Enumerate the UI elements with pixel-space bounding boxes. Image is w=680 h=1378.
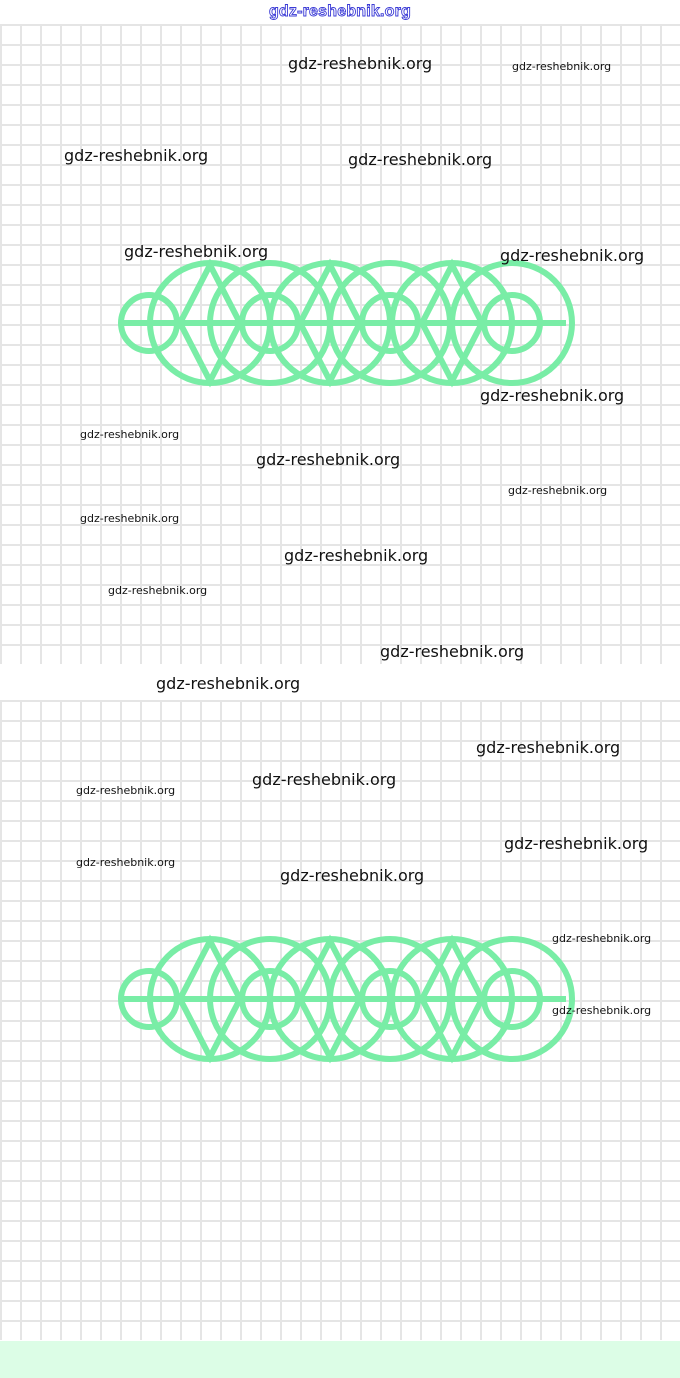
watermark: gdz-reshebnik.org [512, 60, 612, 73]
watermark: gdz-reshebnik.org [504, 834, 649, 853]
watermark: gdz-reshebnik.org [280, 866, 425, 885]
circle-chain-figure-2 [110, 929, 580, 1069]
watermark: gdz-reshebnik.org [552, 932, 652, 945]
panel-gap [0, 664, 680, 700]
footer-band [0, 1341, 680, 1378]
watermark: gdz-reshebnik.org [64, 146, 209, 165]
watermark: gdz-reshebnik.org [156, 674, 301, 693]
watermark: gdz-reshebnik.org [76, 784, 176, 797]
watermark: gdz-reshebnik.org [380, 642, 525, 661]
watermark: gdz-reshebnik.org [284, 546, 429, 565]
watermark: gdz-reshebnik.org [480, 386, 625, 405]
header-watermark: gdz-reshebnik.org [268, 3, 412, 20]
watermark: gdz-reshebnik.org [288, 54, 433, 73]
watermark: gdz-reshebnik.org [76, 856, 176, 869]
site-header [0, 0, 680, 24]
watermark: gdz-reshebnik.org [108, 584, 208, 597]
watermark: gdz-reshebnik.org [256, 450, 401, 469]
watermark: gdz-reshebnik.org [348, 150, 493, 169]
watermark: gdz-reshebnik.org [80, 428, 180, 441]
watermark: gdz-reshebnik.org [508, 484, 608, 497]
watermark: gdz-reshebnik.org [252, 770, 397, 789]
circle-chain-svg-2 [110, 929, 580, 1069]
watermark: gdz-reshebnik.org [476, 738, 621, 757]
watermark: gdz-reshebnik.org [500, 246, 645, 265]
circle-chain-svg-1 [110, 253, 580, 393]
watermark: gdz-reshebnik.org [552, 1004, 652, 1017]
circle-chain-figure-1 [110, 253, 580, 393]
watermark: gdz-reshebnik.org [124, 242, 269, 261]
watermark: gdz-reshebnik.org [80, 512, 180, 525]
